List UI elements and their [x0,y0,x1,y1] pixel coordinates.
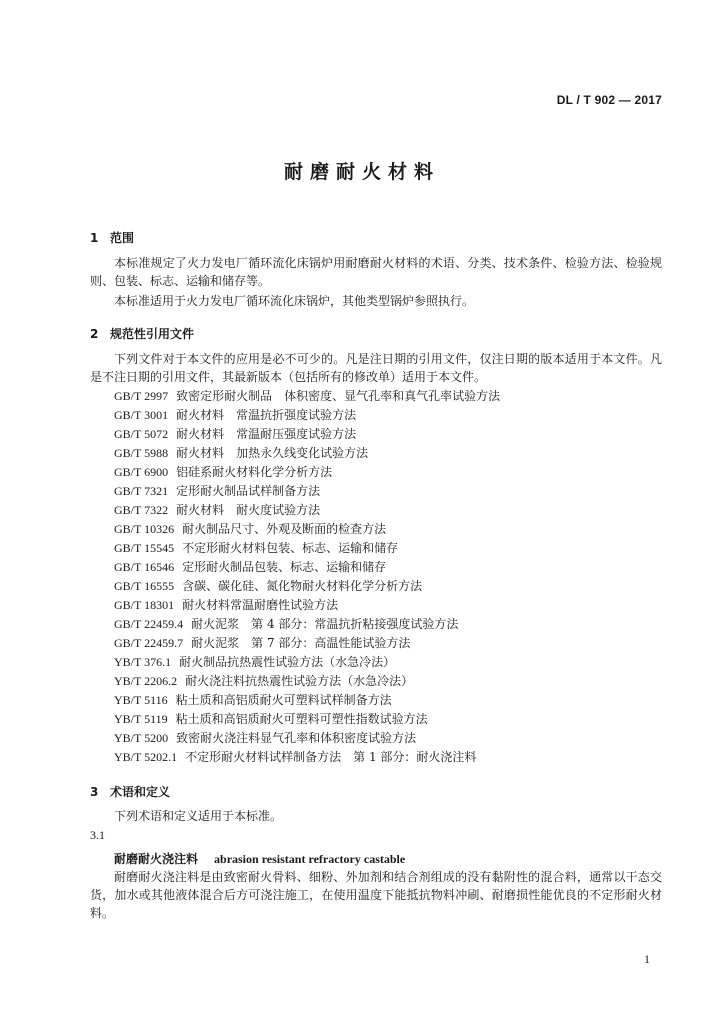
reference-item [114,577,674,596]
reference-code: GB/T 5988 [114,446,169,460]
paragraph: 本标准适用于火力发电厂循环流化床锅炉，其他类型锅炉参照执行。 [114,294,475,308]
reference-title: 定形耐火制品试样制备方法 [176,484,321,498]
reference-code: YB/T 5200 [114,731,169,745]
subsection-number: 3.1 [90,828,105,842]
reference-item [114,748,674,767]
reference-title: 不定形耐火材料包装、标志、运输和储存 [182,541,399,555]
reference-title: 粘土质和高铝质耐火可塑料可塑性指数试验方法 [175,712,428,726]
reference-title: 耐火浇注料抗热震性试验方法（水急冷法） [185,674,414,688]
reference-code: GB/T 10326 [114,522,175,536]
reference-list [114,387,674,767]
reference-code: GB/T 18301 [114,598,175,612]
reference-item [114,406,674,425]
reference-item [114,729,674,748]
reference-title: 铝硅系耐火材料化学分析方法 [176,465,333,479]
reference-item [114,539,674,558]
reference-title: 耐火制品抗热震性试验方法（水急冷法） [179,655,396,669]
reference-item [114,482,674,501]
reference-code: GB/T 6900 [114,465,169,479]
reference-code: GB/T 16546 [114,560,175,574]
doc-code-header: DL / T 902 — 2017 [556,93,662,107]
reference-item [114,596,674,615]
reference-item [114,444,674,463]
term-entry [114,850,405,867]
section-number: 3 [90,785,99,799]
reference-title: 致密耐火浇注料显气孔率和体积密度试验方法 [176,731,417,745]
page-number: 1 [644,952,650,966]
reference-item [114,425,674,444]
term-definition: 耐磨耐火浇注料是由致密耐火骨料、细粉、外加剂和结合剂组成的没有黏附性的混合料，通常以干态交货，加水或其他液体混合后方可浇注施工，在使用温度下能抵抗物料冲刷、耐磨损性能优良的不定形耐火材料。 [90,870,662,920]
reference-title: 耐火材料 耐火度试验方法 [176,503,321,517]
reference-code: GB/T 7322 [114,503,169,517]
reference-title: 耐火材料 加热永久线变化试验方法 [176,446,369,460]
reference-code: GB/T 22459.7 [114,636,184,650]
term-english: abrasion resistant refractory castable [214,852,406,866]
reference-title: 耐火材料常温耐磨性试验方法 [182,598,339,612]
reference-code: YB/T 5119 [114,712,168,726]
reference-code: GB/T 2997 [114,389,169,403]
reference-item [114,710,674,729]
reference-title: 耐火泥浆 第 4 部分：常温抗折粘接强度试验方法 [191,617,459,631]
document-title: 耐磨耐火材料 [283,161,440,183]
section-title: 术语和定义 [110,785,171,799]
reference-code: YB/T 5202.1 [114,750,178,764]
reference-item [114,387,674,406]
paragraph: 本标准规定了火力发电厂循环流化床锅炉用耐磨耐火材料的术语、分类、技术条件、检验方法、检验规则、包装、标志、运输和储存等。 [90,256,662,288]
reference-code: YB/T 5116 [114,693,168,707]
reference-code: GB/T 3001 [114,408,169,422]
reference-title: 致密定形耐火制品 体积密度、显气孔率和真气孔率试验方法 [176,389,501,403]
section-number: 1 [90,231,99,245]
reference-item [114,520,674,539]
reference-title: 含碳、碳化硅、氮化物耐火材料化学分析方法 [182,579,423,593]
reference-code: YB/T 376.1 [114,655,172,669]
reference-code: GB/T 22459.4 [114,617,184,631]
reference-item [114,634,674,653]
reference-title: 粘土质和高铝质耐火可塑料试样制备方法 [175,693,392,707]
section-number: 2 [90,327,99,341]
reference-code: GB/T 16555 [114,579,175,593]
reference-item [114,691,674,710]
section-heading-1 [90,229,134,246]
paragraph: 下列术语和定义适用于本标准。 [114,809,283,823]
section-heading-3 [90,783,170,800]
reference-title: 耐火制品尺寸、外观及断面的检查方法 [182,522,387,536]
section-heading-2 [90,325,194,342]
reference-title: 定形耐火制品包装、标志、运输和储存 [182,560,387,574]
reference-item [114,463,674,482]
reference-code: GB/T 7321 [114,484,169,498]
term-chinese: 耐磨耐火浇注料 [114,852,199,866]
reference-title: 耐火材料 常温耐压强度试验方法 [176,427,357,441]
reference-code: GB/T 15545 [114,541,175,555]
section-title: 规范性引用文件 [110,327,195,341]
section-title: 范围 [110,231,135,245]
reference-item [114,501,674,520]
reference-code: GB/T 5072 [114,427,169,441]
reference-item [114,558,674,577]
paragraph: 下列文件对于本文件的应用是必不可少的。凡是注日期的引用文件，仅注日期的版本适用于本文件。凡是不注日期的引用文件，其最新版本（包括所有的修改单）适用于本文件。 [90,352,662,384]
reference-title: 不定形耐火材料试样制备方法 第 1 部分：耐火浇注料 [185,750,477,764]
reference-item [114,653,674,672]
reference-code: YB/T 2206.2 [114,674,178,688]
reference-title: 耐火泥浆 第 7 部分：高温性能试验方法 [191,636,411,650]
reference-item [114,615,674,634]
reference-item [114,672,674,691]
reference-title: 耐火材料 常温抗折强度试验方法 [176,408,357,422]
